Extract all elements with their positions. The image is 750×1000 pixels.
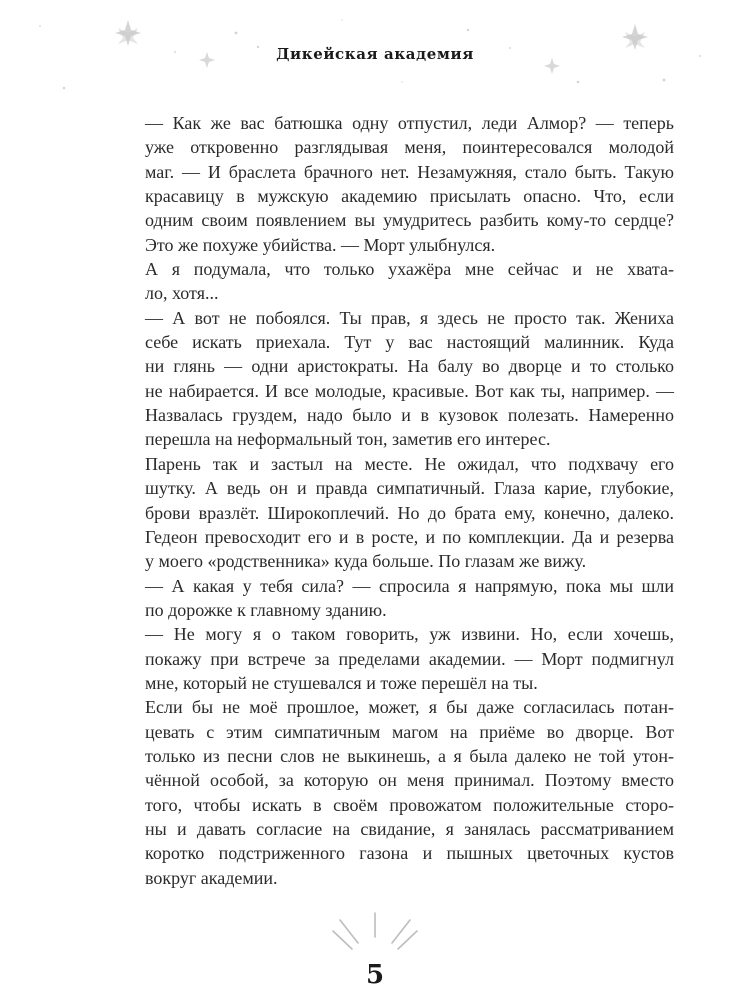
- text-line: по дорожке к главному зданию.: [145, 599, 387, 620]
- text-line: Если бы не моё прошлое, может, я бы даже согласилась потан-: [145, 697, 674, 718]
- text-line: покажу при встрече за пределами академии. — Морт подмигнул: [145, 648, 674, 669]
- text-line: — Не могу я о таком говорить, уж извини. Но, если хочешь,: [145, 624, 674, 645]
- text-line: Парень так и застыл на месте. Не ожидал, что подхвачу его: [145, 453, 674, 474]
- text-line: — А вот не побоялся. Ты прав, я здесь не просто так. Жениха: [145, 307, 674, 328]
- text-line: себе искать приехала. Тут у вас настоящий малинник. Куда: [145, 332, 674, 353]
- text-line: А я подумала, что только ухажёра мне сейчас и не хвата-: [145, 259, 674, 280]
- text-line: ны и давать согласие на свидание, я занялась рассматриванием: [145, 818, 674, 839]
- text-line: не набирается. И все молодые, красивые. Вот как ты, например. —: [145, 380, 674, 401]
- text-line: мне, который не стушевался и тоже перешёл на ты.: [145, 672, 538, 693]
- text-line: одним своим появлением вы умудритесь разбить кому-то сердце?: [145, 210, 674, 231]
- body-text: [145, 111, 674, 890]
- text-line: уже откровенно разглядывая меня, поинтересовался молодой: [145, 137, 674, 158]
- text-line: Назвалась груздем, надо было и в кузовок полезать. Намеренно: [145, 405, 674, 426]
- text-line: перешла на неформальный тон, заметив его интерес.: [145, 429, 551, 450]
- text-line: того, чтобы искать в своём провожатом положительные сторо-: [145, 794, 674, 815]
- text-line: — Как же вас батюшка одну отпустил, леди Алмор? — теперь: [145, 113, 674, 133]
- text-line: шутку. А ведь он и правда симпатичный. Глаза карие, глубокие,: [145, 478, 674, 499]
- text-line: ни глянь — одни аристократы. На балу во дворце и то столько: [145, 356, 674, 377]
- running-header: Дикейская академия: [276, 45, 474, 63]
- text-line: коротко подстриженного газона и пышных цветочных кустов: [145, 843, 674, 864]
- text-line: Гедеон превосходит его и в росте, и по комплекции. Да и резерва: [145, 526, 674, 547]
- text-line: чённой особой, за которую он меня принимал. Поэтому вместо: [145, 770, 674, 791]
- text-line: маг. — И браслета брачного нет. Незамужняя, стало быть. Такую: [145, 161, 674, 182]
- text-line: Это же похуже убийства. — Морт улыбнулся.: [145, 234, 496, 255]
- text-line: ло, хотя...: [145, 283, 219, 304]
- text-line: красавицу в мужскую академию присылать опасно. Что, если: [145, 186, 674, 207]
- text-line: брови вразлёт. Широкоплечий. Но до брата ему, конечно, далеко.: [145, 502, 674, 523]
- text-line: цевать с этим симпатичным магом на приёме во дворце. Вот: [145, 721, 674, 742]
- text-line: — А какая у тебя сила? — спросила я напрямую, пока мы шли: [145, 575, 674, 596]
- text-line: у моего «родственника» куда больше. По глазам же вижу.: [145, 551, 587, 572]
- page-number: 5: [365, 960, 385, 990]
- text-line: только из песни слов не выкинешь, а я была далеко не той утон-: [145, 745, 674, 766]
- text-line: вокруг академии.: [145, 867, 278, 888]
